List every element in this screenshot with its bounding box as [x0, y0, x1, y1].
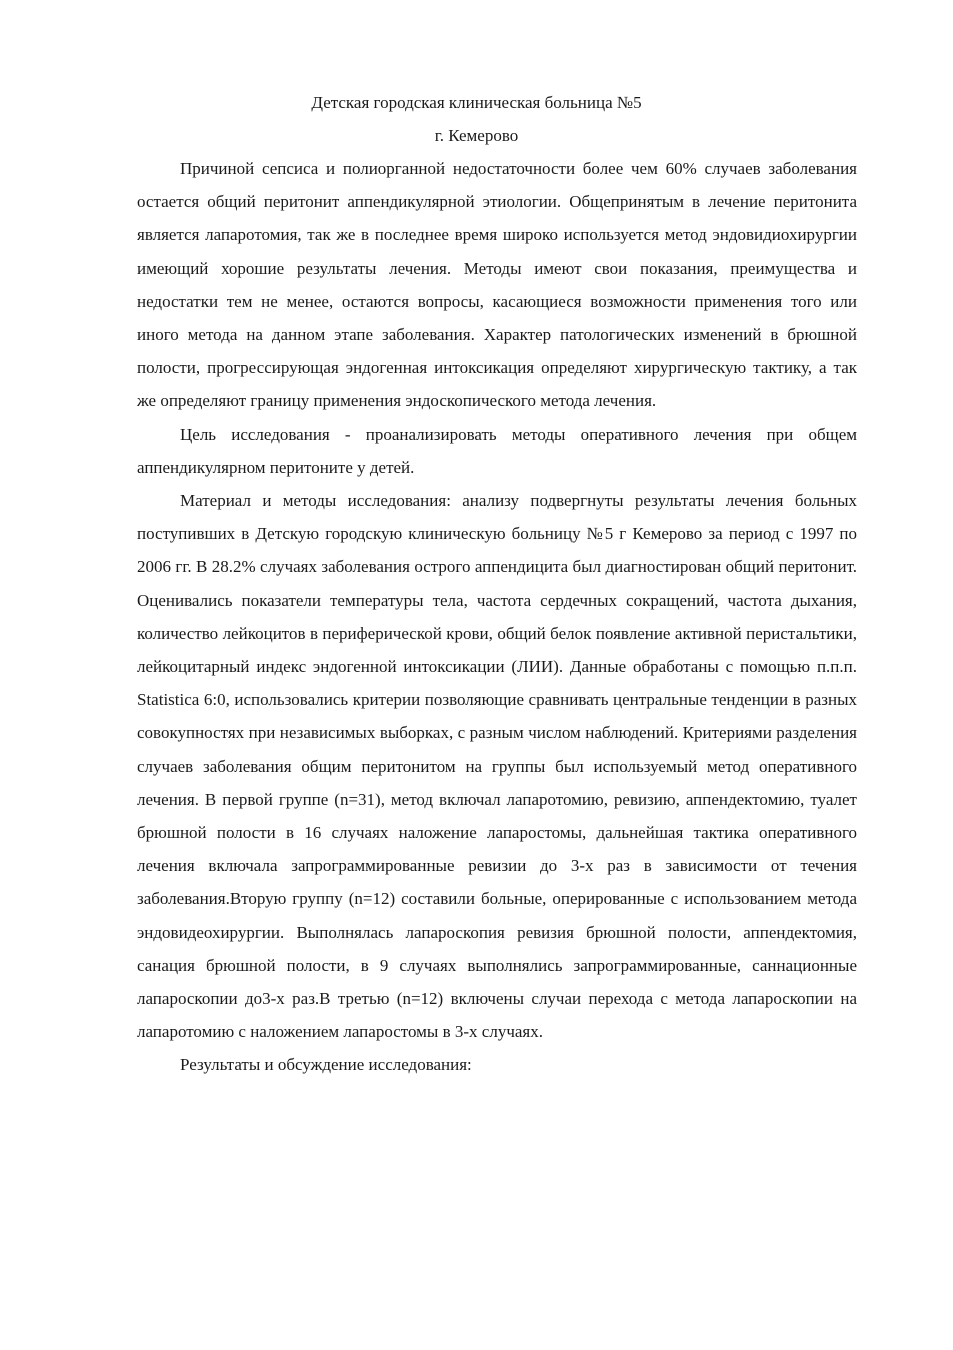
paragraph-aim: Цель исследования - проанализировать методы оперативного лечения при общем аппендикулярном перитоните у детей. [137, 424, 857, 477]
paragraph-introduction: Причиной сепсиса и полиорганной недостаточности более чем 60% случаев заболевания остается общий перитонит аппендикулярной этиологии. Общепринятым в лечение перитонита является лапаротомия, так же в последнее время широко используется метод эндовидиохирургии имеющий хорошие результаты лечения. Методы имеют свои показания, преимущества и недостатки тем не менее, остаются вопросы, касающиеся возможности применения того или иного метода на данном этапе заболевания. Характер патологических изменений в брюшной полости, прогрессирующая эндогенная интоксикация определяют хирургическую тактику, а так же определяют границу применения эндоскопического метода лечения. [137, 159, 857, 411]
city-name: г. Кемерово [434, 126, 519, 146]
institution-name: Детская городская клиническая больница №5 [311, 93, 642, 112]
paragraph-results-heading: Результаты и обсуждение исследования: [180, 1055, 472, 1075]
paragraph-methods: Материал и методы исследования: анализу подвергнуты результаты лечения больных поступивших в Детскую городскую клиническую больницу №5 г Кемерово за период с 1997 по 2006 гг. В 28.2% случаях заболевания острого аппендицита был диагностирован общий перитонит. Оценивались показатели температуры тела, частота сердечных сокращений, частота дыхания, количество лейкоцитов в периферической крови, общий белок появление активной перистальтики, лейкоцитарный индекс эндогенной интоксикации (ЛИИ). Данные обработаны с помощью п.п.п. Statistica 6:0, использовались критерии позволяющие сравнивать центральные тенденции в разных совокупностях при независимых выборках, с разным числом наблюдений. Критериями разделения случаев заболевания общим перитонитом на группы был используемый метод оперативного лечения. В первой группе (n=31), метод включал лапаротомию, ревизию, аппендектомию, туалет брюшной полости в 16 случаях наложение лапаростомы, дальнейшая тактика оперативного лечения включала запрограммированные ревизии до 3-х раз в зависимости от течения заболевания.Вторую группу (n=12) составили больные, оперированные с использованием метода эндовидеохирургии. Выполнялась лапароскопия ревизия брюшной полости, аппендектомия, санация брюшной полости, в 9 случаях выполнялись запрограммированные, саннационные лапароскопии до3-х раз.В третью (n=12) включены случаи перехода с метода лапароскопии на лапаротомию с наложением лапаростомы в 3-х случаях. [137, 491, 857, 1042]
document-body [137, 152, 857, 1082]
document-header [0, 86, 953, 152]
